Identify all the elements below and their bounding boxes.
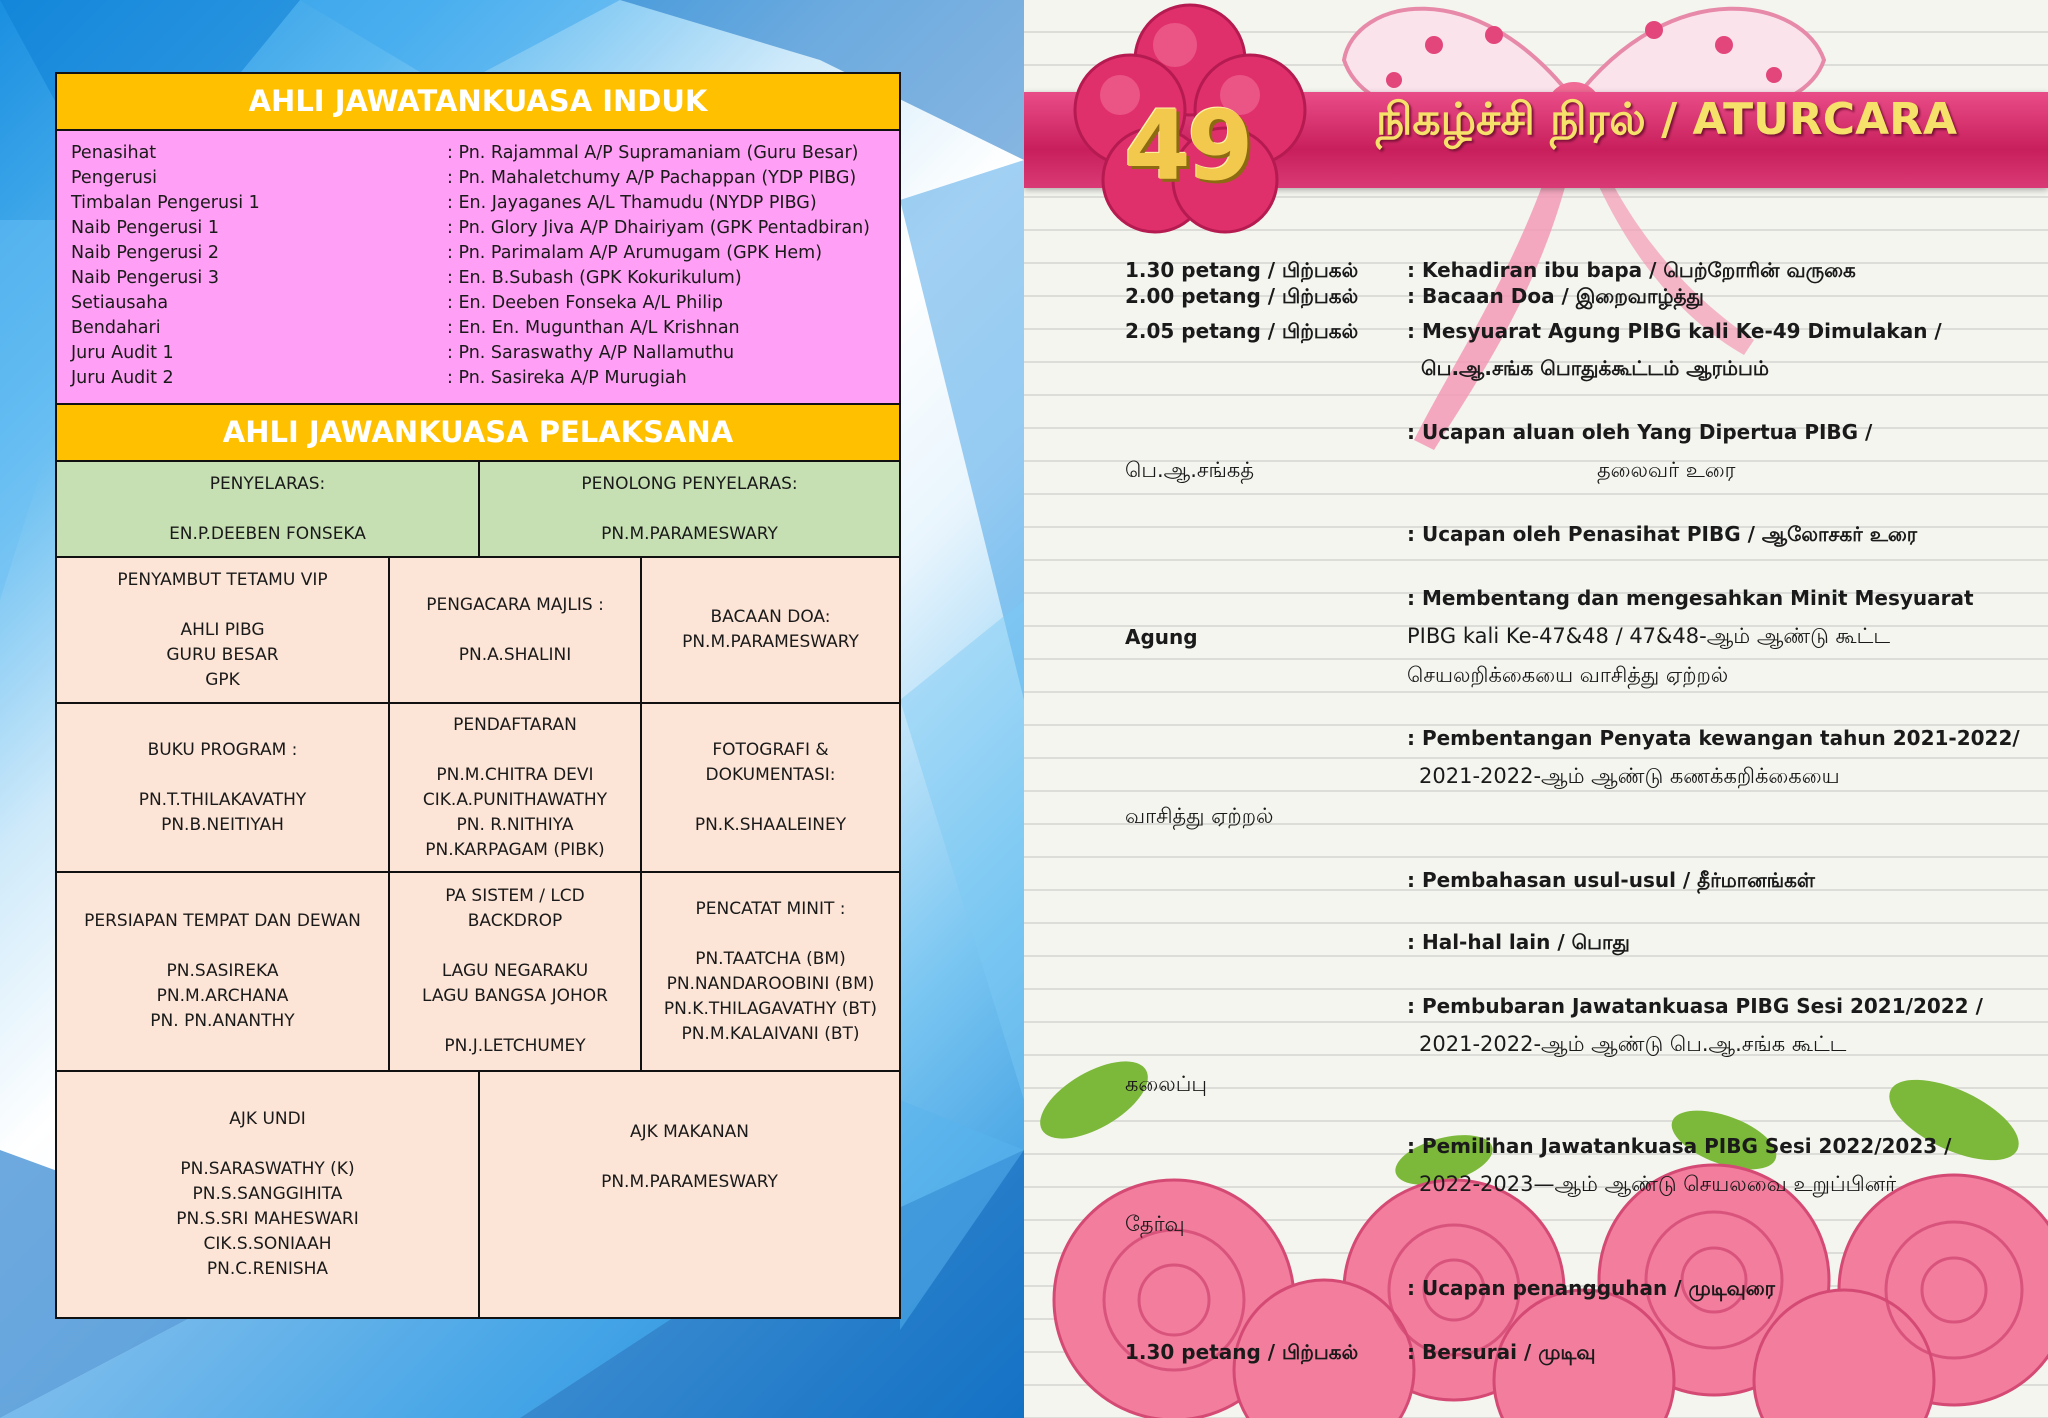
role-label: Penasihat	[71, 143, 157, 163]
cell-buku-program	[57, 704, 390, 873]
item-minit-3: செயலறிக்கையை வாசித்து ஏற்றல்	[1407, 663, 1729, 687]
member-name: : En. Jayaganes A/L Thamudu (NYDP PIBG)	[447, 193, 817, 213]
member-name: : Pn. Glory Jiva A/P Dhairiyam (GPK Pentadbiran)	[447, 218, 870, 238]
member-name: : Pn. Saraswathy A/P Nallamuthu	[447, 343, 735, 363]
item-pembubaran-2: 2021-2022-ஆம் ஆண்டு பெ.ஆ.சங்க கூட்ட	[1419, 1032, 1847, 1056]
induk-row	[71, 141, 859, 166]
item-penyata: : Pembentangan Penyata kewangan tahun 2021-2022/	[1407, 726, 2020, 750]
item-ucapan-aluan-ta-2: தலைவர் உரை	[1597, 458, 1736, 482]
cell-penyambut-tetamu	[57, 558, 390, 704]
role-label: Naib Pengerusi 3	[71, 268, 219, 288]
item-pemilihan-3: தேர்வு	[1125, 1212, 1185, 1236]
time-4: 1.30 petang / பிற்பகல்	[1125, 1340, 1359, 1364]
pelaksana-title: AHLI JAWANKUASA PELAKSANA	[57, 405, 899, 462]
item-bacaan-doa: : Bacaan Doa / இறைவாழ்த்து	[1407, 284, 1704, 308]
member-name: : Pn. Parimalam A/P Arumugam (GPK Hem)	[447, 243, 823, 263]
member-name: : Pn. Rajammal A/P Supramaniam (Guru Besar)	[447, 143, 859, 163]
cell-pa-sistem	[390, 873, 642, 1072]
cell-text: FOTOGRAFI & DOKUMENTASI: PN.K.SHAALEINEY	[694, 739, 847, 835]
item-minit-agung: Agung	[1125, 625, 1198, 649]
cell-text: PA SISTEM / LCD BACKDROP LAGU NEGARAKU LAGU BANGSA JOHOR PN.J.LETCHUMEY	[422, 886, 608, 1056]
induk-row	[71, 191, 817, 216]
item-minit-2: PIBG kali Ke-47&48 / 47&48-ஆம் ஆண்டு கூட்ட	[1407, 624, 1891, 648]
item-usul: : Pembahasan usul-usul / தீர்மானங்கள்	[1407, 868, 1815, 892]
role-label: Setiausaha	[71, 293, 169, 313]
induk-row	[71, 166, 857, 191]
item-kehadiran: : Kehadiran ibu bapa / பெற்றோரின் வருகை	[1407, 258, 1856, 282]
item-mesyuarat-ta: பெ.ஆ.சங்க பொதுக்கூட்டம் ஆரம்பம்	[1421, 356, 1769, 380]
cell-ajk-undi	[57, 1072, 480, 1317]
cell-text: PENDAFTARAN PN.M.CHITRA DEVI CIK.A.PUNITHAWATHY PN. R.NITHIYA PN.KARPAGAM (PIBK)	[422, 714, 608, 860]
member-name: : En. En. Mugunthan A/L Krishnan	[447, 318, 740, 338]
induk-row	[71, 316, 740, 341]
cell-text: PENCATAT MINIT : PN.TAATCHA (BM) PN.NANDAROOBINI (BM) PN.K.THILAGAVATHY (BT) PN.M.KALAIVANI (BT)	[663, 898, 878, 1044]
item-pembubaran: : Pembubaran Jawatankuasa PIBG Sesi 2021/2022 /	[1407, 994, 1983, 1018]
time-2: 2.00 petang / பிற்பகல்	[1125, 284, 1359, 308]
cell-penolong-penyelaras	[480, 462, 899, 558]
role-label: Bendahari	[71, 318, 161, 338]
cell-penyelaras	[57, 462, 480, 558]
item-pemilihan: : Pemilihan Jawatankuasa PIBG Sesi 2022/2023 /	[1407, 1134, 1952, 1158]
cell-text: AJK MAKANAN PN.M.PARAMESWARY	[601, 1122, 778, 1192]
cell-pengacara	[390, 558, 642, 704]
item-penyata-2: 2021-2022-ஆம் ஆண்டு கணக்கறிக்கையை	[1419, 764, 1840, 788]
item-ucapan-aluan: : Ucapan aluan oleh Yang Dipertua PIBG /	[1407, 420, 1873, 444]
induk-row	[71, 216, 870, 241]
role-label: Naib Pengerusi 2	[71, 243, 219, 263]
committee-table	[55, 72, 901, 1319]
role-label: Juru Audit 1	[71, 343, 174, 363]
cell-ajk-makanan	[480, 1072, 899, 1317]
item-penyata-3: வாசித்து ஏற்றல்	[1125, 804, 1274, 828]
item-bersurai: : Bersurai / முடிவு	[1407, 1340, 1596, 1364]
cell-pendaftaran	[390, 704, 642, 873]
role-label: Juru Audit 2	[71, 368, 174, 388]
induk-row	[71, 341, 735, 366]
time-3: 2.05 petang / பிற்பகல்	[1125, 319, 1359, 343]
agenda-title: நிகழ்ச்சி நிரல் / ATURCARA	[1376, 94, 1958, 145]
cell-text: BACAAN DOA: PN.M.PARAMESWARY	[682, 607, 859, 652]
role-label: Timbalan Pengerusi 1	[71, 193, 260, 213]
member-name: : Pn. Sasireka A/P Murugiah	[447, 368, 687, 388]
induk-row	[71, 291, 724, 316]
cell-text: PENYELARAS: EN.P.DEEBEN FONSEKA	[169, 473, 366, 544]
item-minit: : Membentang dan mengesahkan Minit Mesyuarat	[1407, 586, 1974, 610]
cell-text: PENOLONG PENYELARAS: PN.M.PARAMESWARY	[581, 473, 798, 544]
item-pemilihan-2: 2022-2023—ஆம் ஆண்டு செயலவை உறுப்பினர்	[1419, 1172, 1897, 1196]
induk-row	[71, 241, 823, 266]
cell-text: AJK UNDI PN.SARASWATHY (K) PN.S.SANGGIHITA PN.S.SRI MAHESWARI CIK.S.SONIAAH PN.C.RENISHA	[176, 1109, 359, 1279]
induk-title: AHLI JAWATANKUASA INDUK	[57, 74, 899, 131]
item-hal-lain: : Hal-hal lain / பொது	[1407, 930, 1630, 954]
cell-fotografi	[642, 704, 899, 873]
cell-text: PENGACARA MAJLIS : PN.A.SHALINI	[426, 594, 604, 665]
item-ucapan-penasihat: : Ucapan oleh Penasihat PIBG / ஆலோசகர் உரை	[1407, 522, 1918, 546]
ribbon-bow-icon	[1324, 0, 1844, 470]
right-panel	[1024, 0, 2048, 1418]
member-name: : En. B.Subash (GPK Kokurikulum)	[447, 268, 742, 288]
cell-persiapan-tempat	[57, 873, 390, 1072]
item-mesyuarat: : Mesyuarat Agung PIBG kali Ke-49 Dimulakan /	[1407, 319, 1942, 343]
cell-text: BUKU PROGRAM : PN.T.THILAKAVATHY PN.B.NEITIYAH	[138, 739, 307, 835]
induk-list	[57, 131, 899, 405]
cell-bacaan-doa	[642, 558, 899, 704]
induk-row	[71, 366, 687, 391]
cell-text: PENYAMBUT TETAMU VIP AHLI PIBG GURU BESAR GPK	[117, 569, 328, 690]
anniversary-number: 49	[1124, 90, 1250, 202]
induk-row	[71, 266, 742, 291]
role-label: Naib Pengerusi 1	[71, 218, 219, 238]
item-penangguhan: : Ucapan penangguhan / முடிவுரை	[1407, 1276, 1776, 1300]
member-name: : En. Deeben Fonseka A/L Philip	[447, 293, 724, 313]
cell-text: PERSIAPAN TEMPAT DAN DEWAN PN.SASIREKA PN.M.ARCHANA PN. PN.ANANTHY	[84, 911, 361, 1031]
item-pembubaran-3: கலைப்பு	[1125, 1072, 1207, 1096]
member-name: : Pn. Mahaletchumy A/P Pachappan (YDP PIBG)	[447, 168, 857, 188]
time-1: 1.30 petang / பிற்பகல்	[1125, 258, 1359, 282]
item-ucapan-aluan-ta-1: பெ.ஆ.சங்கத்	[1125, 458, 1255, 482]
role-label: Pengerusi	[71, 168, 157, 188]
cell-pencatat-minit	[642, 873, 899, 1072]
